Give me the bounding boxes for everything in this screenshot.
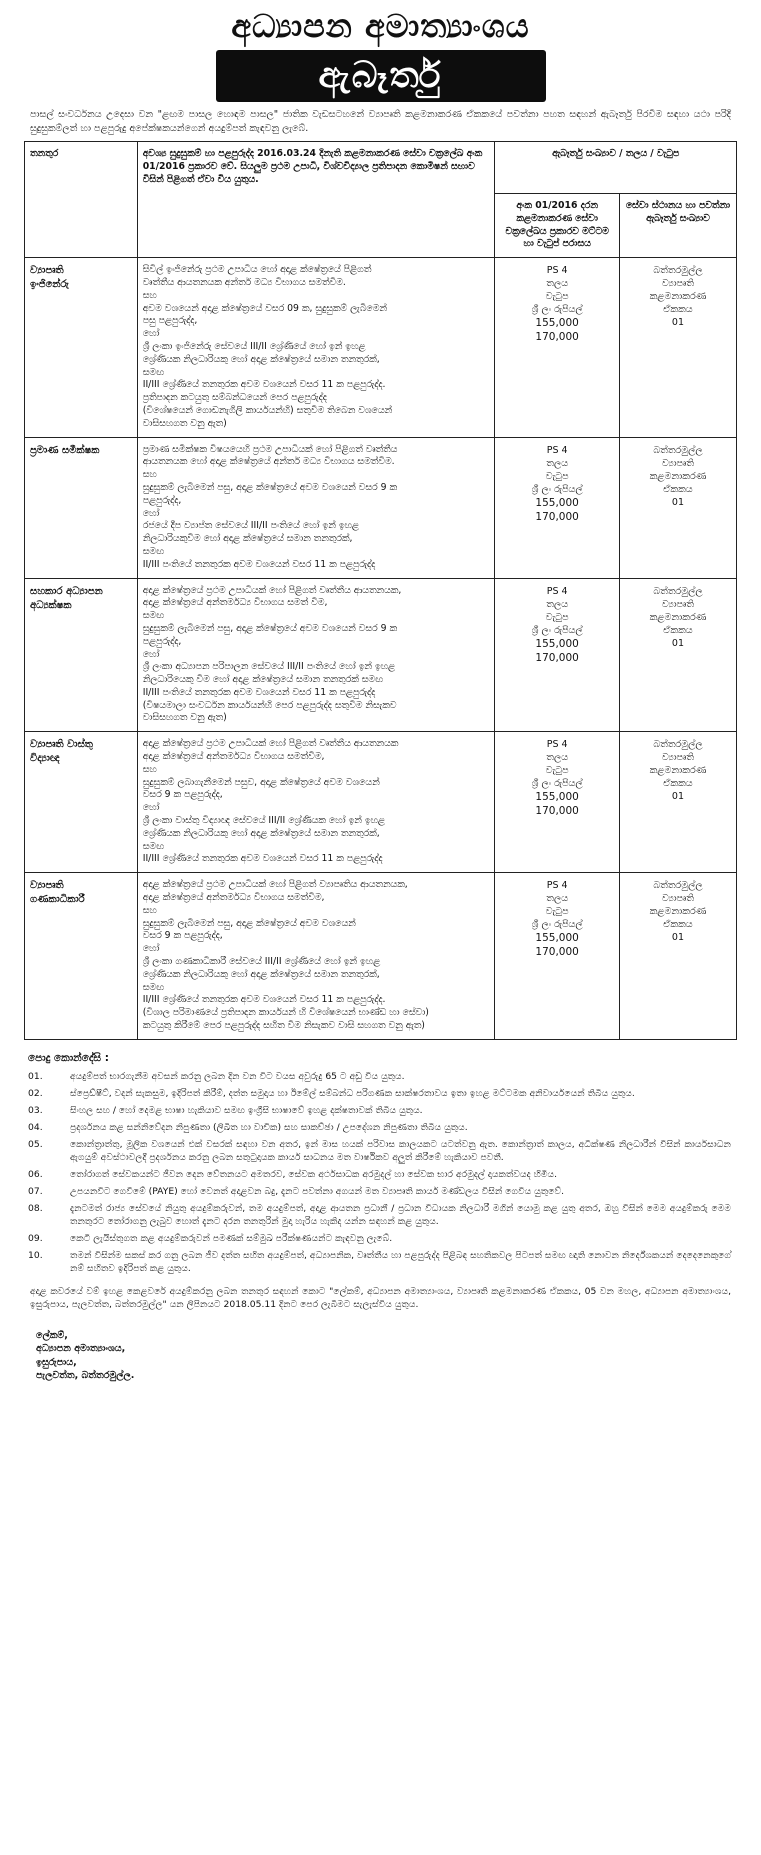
qualification-line: සමඟ <box>142 981 164 993</box>
condition-item <box>24 1087 737 1100</box>
post-title-cell <box>25 437 138 578</box>
vacancies-banner: ඇබෑර්තු <box>216 50 546 102</box>
post-title-line: ව්‍යාපෘති <box>30 880 64 892</box>
condition-item <box>24 1249 737 1275</box>
qualification-line: වෘත්තීය ආයතනයක අන්තර් මධ්‍ය විභාගය සමත්වීම. <box>142 276 346 288</box>
station-line: 01 <box>671 496 685 508</box>
station-line: කළමනාකරණ <box>649 765 707 777</box>
salary-label: තලය <box>546 752 569 764</box>
qualification-line: සුදුසුකම් ලබාගැනීමෙන් පසුව, අදාළ ක්ෂේත්‍රයේ අවම වශයෙන් <box>142 776 380 788</box>
condition-text: කෙටි ලැයිස්තුගත කළ අයදුම්කරුවන් පමණක් සම්මුඛ පරීක්ෂණයන්ට කැඳවනු ලැබේ. <box>70 1232 393 1244</box>
condition-item <box>24 1168 737 1181</box>
condition-number: 01. <box>28 1070 43 1082</box>
condition-number: 10. <box>28 1249 43 1261</box>
qualification-line: II/III ශ්‍රේණියේ තනතුරක අවම වශයෙන් වසර 11 ක පළපුරුද්ද. <box>142 994 386 1006</box>
qualification-line: අදාළ ක්ෂේත්‍රයේ ප්‍රථම උපාධියක් හෝ පිළිගත් වෘත්තීය ආයතනයක <box>142 738 399 750</box>
salary-code: PS 4 <box>546 739 568 751</box>
salary-currency: ශ්‍රී ලං රුපියල් <box>531 624 583 636</box>
qualifications-cell <box>137 578 495 732</box>
condition-item <box>24 1121 737 1134</box>
post-title-line: අධ්‍යක්ෂක <box>30 599 72 611</box>
qualification-line: සමඟ <box>142 840 164 852</box>
table-row <box>25 258 737 437</box>
station-line: කළමනාකරණ <box>649 291 707 303</box>
station-vacancies-cell <box>619 873 736 1040</box>
signature-line: ලේකම්, <box>36 1329 68 1341</box>
qualification-line: නිලධාරියෙකු වීම හෝ අදාළ ක්ෂේත්‍රයේ සමාන තනතුරක් සමඟ <box>142 674 383 686</box>
condition-text: තෝරාගත් සේවකයන්ට ජීවන දෙන වේතනයට අමතරව, සේවක අර්ථසාධක අරමුදල් හා සේවක භාර අරමුදල් දායකත්වයද හිමිය. <box>70 1168 558 1180</box>
station-line: ව්‍යාපෘති <box>662 457 694 469</box>
salary-scale-cell <box>495 873 620 1040</box>
condition-text: කොන්ත්‍රාත්තු, මූලික වශයෙන් එක් වසරක් සඳහා වන අතර, ඉන් මාස හයක් පරිවාස කාලයකට යටත්වනු ඇත. කොන්ත්‍රාත් කාලය, අධීක්ෂණ නිලධාරීන් විසින් කාර්යසාධන ඇගයුම් අවස්ථාවලදී ප්‍රදර්ශනය කරනු ලබන සතුටුදායක කාර්ය සාධනය මත වාර්ෂිකව අලුත් කිරීමේ හැකියාව පවතී. <box>70 1138 731 1163</box>
station-line: 01 <box>671 637 685 649</box>
header-vacancy-group: ඇබෑර්තු සංඛ්‍යාව / තලය / වැටුප <box>495 142 737 194</box>
station-vacancies-cell <box>619 437 736 578</box>
signature-line: ඉසුරුපාය, <box>36 1356 77 1368</box>
qualification-line: ශ්‍රී ලංකා වාස්තු විද්‍යාඥ සේවයේ III/II ශ්‍රේණියක හෝ ඉන් ඉහළ <box>142 815 386 827</box>
table-body <box>25 258 737 1040</box>
qualification-line: අදාළ ක්ෂේත්‍රයේ අන්තර්මධ්‍ය විභාගය සමත් වීම, <box>142 597 328 609</box>
salary-min: 155,000 <box>535 496 579 509</box>
condition-number: 05. <box>28 1138 43 1150</box>
qualification-line: කටයුතු කිරීමේ පෙර පළපුරුද්ද සහිත වීම නිසැකව වාසි සහගත වනු ඇත) <box>142 1020 425 1032</box>
station-vacancies-cell <box>619 258 736 437</box>
station-line: බත්තරමුල්ල <box>653 880 703 892</box>
station-line: බත්තරමුල්ල <box>653 444 703 456</box>
station-line: ව්‍යාපෘති <box>662 278 694 290</box>
qualification-line: වසර 9 ක පළපුරුද්ද, <box>142 789 223 801</box>
qualifications-cell <box>137 732 495 873</box>
station-line: ඒකකය <box>663 778 693 790</box>
condition-text: ස්ප්‍රෙඩ්ෂීට්, වදන් සැකසුම, ඉදිරිපත් කිරීම්, දත්ත සමුදාය හා ඊමේල් සම්බන්ධ පරිගණක සාක්ෂරතාවය ඉතා ඉහළ මට්ටමක අනිවාර්යයෙන් තිබිය යුතුය. <box>70 1087 635 1099</box>
salary-label: වැටුප <box>545 765 569 777</box>
salary-scale-cell <box>495 258 620 437</box>
post-title-cell <box>25 578 138 732</box>
post-title-line: ඉංජිනේරු <box>30 279 69 291</box>
qualification-line: ශ්‍රේණියක නිලධාරියකු හෝ අදාළ ක්ෂේත්‍රයේ සමාන තනතුරක්, <box>142 353 380 365</box>
salary-label: වැටුප <box>545 291 569 303</box>
qualification-line: (විශේෂයෙන් ගොඩනැගිලි කාර්යයන්හි) සතුවීම තිබෙන වශයෙන් <box>142 404 393 416</box>
qualification-line: සහ <box>142 904 157 916</box>
qualification-line: හෝ <box>142 943 160 955</box>
post-title-line: ප්‍රමාණ සමීක්ෂක <box>30 444 100 456</box>
condition-item <box>24 1185 737 1198</box>
station-line: බත්තරමුල්ල <box>653 739 703 751</box>
qualification-line: සුදුසුකම් ලැබීමෙන් පසු, අදාළ ක්ෂේත්‍රයේ අවම වශයෙන් <box>142 917 356 929</box>
qualification-line: ශ්‍රී ලංකා ගණකාධිකාරී සේවයේ III/II ශ්‍රේණියේ හෝ ඉන් ඉහළ <box>142 956 381 968</box>
condition-item <box>24 1232 737 1245</box>
signature-block <box>24 1329 737 1383</box>
salary-currency: ශ්‍රී ලං රුපියල් <box>531 919 583 931</box>
station-line: ඒකකය <box>663 624 693 636</box>
condition-text: තමන් විසින්ම සකස් කර ගනු ලබන ජීව දත්ත සහිත අයදුම්පත්, අධ්‍යාපනික, වෘත්තීය හා පළපුරුද්ද පිළිබඳ සහතිකවල පිටපත් සමඟ ඥාති නොවන නිර්දේශකයන් දෙදෙනෙකුගේ නම් සහිතව ඉදිරිපත් කළ යුතුය. <box>70 1249 731 1274</box>
header-station-vacancies: සේවා ස්ථානය හා පවත්නා ඇබෑර්තු සංඛ්‍යාව <box>619 194 736 258</box>
salary-label: වැටුප <box>545 470 569 482</box>
salary-label: තලය <box>546 893 569 905</box>
qualifications-cell <box>137 258 495 437</box>
salary-max: 170,000 <box>535 331 579 344</box>
qualification-line: ප්‍රමාණ සමීක්ෂක විෂයයෙහි ප්‍රථම උපාධියක් හෝ පිළිගත් වෘත්තීය <box>142 443 398 455</box>
header-qualifications: අවශ්‍ය සුදුසුකම් හා පළපුරුද්ද 2016.03.24 දිනැති කළමනාකරණ සේවා චක්‍රලේඛ අංක 01/2016 ප්‍රකාරව වේ. සියලුම ප්‍රථම උපාධි, විශ්වවිද්‍යාල ප්‍රතිපාදන කොමිෂන් සභාව විසින් පිළිගත් ඒවා විය යුතුය. <box>137 142 495 258</box>
station-line: ඒකකය <box>663 919 693 931</box>
station-line: කළමනාකරණ <box>649 906 707 918</box>
qualification-line: ප්‍රතිපාදන කටයුතු සම්බන්ධයෙන් පෙර පළපුරුද්ද <box>142 392 327 404</box>
condition-text: අයදුම්පත් භාරගැනීම අවසන් කරනු ලබන දින වන විට වයස අවුරුදු 65 ට අඩු විය යුතුය. <box>70 1070 405 1082</box>
signature-line: පැලවත්ත, බත්තරමුල්ල. <box>36 1370 135 1382</box>
qualification-line: (විශාල පරිමාණයේ ප්‍රතිපාදන කාර්යයන් හි විශේෂයෙන් භාණ්ඩ හා සේවා) <box>142 1007 429 1019</box>
qualification-line: සමඟ <box>142 366 164 378</box>
station-line: බත්තරමුල්ල <box>653 585 703 597</box>
table-row <box>25 873 737 1040</box>
qualification-line: ශ්‍රී ලංකා ඉංජිනේරු සේවයේ III/II ශ්‍රේණියේ හෝ ඉන් ඉහළ <box>142 340 366 352</box>
condition-number: 09. <box>28 1232 43 1244</box>
station-line: බත්තරමුල්ල <box>653 265 703 277</box>
qualification-line: සහ <box>142 469 157 481</box>
salary-code: PS 4 <box>546 265 568 277</box>
conditions-list <box>24 1070 737 1275</box>
post-title-line: ව්‍යාපෘති වාස්තු <box>30 739 93 751</box>
closing-paragraph: අදාළ කවරයේ වම් ඉහළ කෙළවරේ අයදුම්කරනු ලබන තනතුර සඳහන් කොට "ලේකම්, අධ්‍යාපන අමාත්‍යාංශය, ව්‍යාපෘති කළමනාකරණ ඒකකය, 05 වන මහල, අධ්‍යාපන අමාත්‍යාංශය, ඉසුරුපාය, පැලවත්ත, බත්තරමුල්ල" යන ලිපිනයට 2018.05.11 දිනට පෙර ලැබීමට සැලැස්විය යුතුය. <box>30 1285 731 1310</box>
salary-scale-cell <box>495 578 620 732</box>
vacancy-table <box>24 141 737 1040</box>
condition-item <box>24 1138 737 1164</box>
condition-number: 06. <box>28 1168 43 1180</box>
station-line: 01 <box>671 791 685 803</box>
qualification-line: II/III ශ්‍රේණියේ තනතුරක අවම වශයෙන් වසර 11 ක පළපුරුද්ද. <box>142 379 386 391</box>
qualifications-cell <box>137 873 495 1040</box>
salary-min: 155,000 <box>535 317 579 330</box>
salary-label: වැටුප <box>545 906 569 918</box>
station-line: කළමනාකරණ <box>649 611 707 623</box>
post-title-line: සහකාර අධ්‍යාපන <box>30 585 103 597</box>
qualification-line: හෝ <box>142 328 160 340</box>
qualification-line: සුදුසුකම් ලැබීමෙන් පසු, අදාළ ක්ෂේත්‍රයේ අවම වශයෙන් වසර 9 ක <box>142 481 397 493</box>
qualification-line: ශ්‍රී ලංකා අධ්‍යාපන පරිපාලන සේවයේ III/II පංතියේ හෝ ඉන් ඉහළ <box>142 661 396 673</box>
station-line: ඒකකය <box>663 304 693 316</box>
post-title-cell <box>25 258 138 437</box>
qualification-line: ආයතනයක හෝ අදාළ ක්ෂේත්‍රයේ අන්තර් මධ්‍ය විභාගය සමත්වීම. <box>142 456 395 468</box>
salary-max: 170,000 <box>535 805 579 818</box>
station-line: 01 <box>671 317 685 329</box>
salary-min: 155,000 <box>535 791 579 804</box>
salary-code: PS 4 <box>546 880 568 892</box>
qualification-line: සමඟ <box>142 610 164 622</box>
post-title-cell <box>25 873 138 1040</box>
qualification-line: අවම වශයෙන් අදාළ ක්ෂේත්‍රයේ වසර 09 ක, සුදුසුකම් ලැබීමෙන් <box>142 302 387 314</box>
salary-min: 155,000 <box>535 637 579 650</box>
table-header-row <box>25 142 737 194</box>
table-row <box>25 437 737 578</box>
qualification-line: සමඟ <box>142 545 164 557</box>
station-line: ව්‍යාපෘති <box>662 598 694 610</box>
salary-label: තලය <box>546 457 569 469</box>
salary-scale-cell <box>495 437 620 578</box>
post-title-line: ගණකාධිකාරී <box>30 894 85 906</box>
post-title-line: ව්‍යාපෘති <box>30 265 64 277</box>
salary-code: PS 4 <box>546 444 568 456</box>
qualification-line: II/III පංතියේ තනතුරක අවම වශයෙන් වසර 11 ක පළපුරුද්ද <box>142 686 376 698</box>
qualification-line: සහ <box>142 289 157 301</box>
qualification-line: පළපුරුද්ද, <box>142 635 182 647</box>
qualification-line: හෝ <box>142 507 160 519</box>
qualification-line: ශ්‍රේණියක නිලධාරියකු හෝ අදාළ ක්ෂේත්‍රයේ සමාන තනතුරක්, <box>142 968 380 980</box>
qualification-line: හෝ <box>142 802 160 814</box>
salary-currency: ශ්‍රී ලං රුපියල් <box>531 483 583 495</box>
conditions-title: පොදු කොන්දේසි : <box>28 1051 109 1064</box>
post-title-cell <box>25 732 138 873</box>
table-row <box>25 578 737 732</box>
condition-number: 04. <box>28 1121 43 1133</box>
salary-max: 170,000 <box>535 510 579 523</box>
salary-min: 155,000 <box>535 932 579 945</box>
qualification-line: අදාළ ක්ෂේත්‍රයේ ප්‍රථම උපාධියක් හෝ පිළිගත් වෘත්තීය ආයතනයක, <box>142 584 402 596</box>
qualification-line: අදාළ ක්ෂේත්‍රයේ ප්‍රථම උපාධියක් හෝ පිළිගත් ව්‍යාපෘතිය ආයතනයක, <box>142 879 408 891</box>
condition-item <box>24 1202 737 1228</box>
qualification-line: සිවිල් ඉංජිනේරු ප්‍රථම උපාධිය හෝ අදාළ ක්ෂේත්‍රයේ පිළිගත් <box>142 264 372 276</box>
qualification-line: සහ <box>142 763 157 775</box>
qualification-line: අදාළ ක්ෂේත්‍රයේ අන්තර්මධ්‍ය විභාගය සමත්වීම, <box>142 751 325 763</box>
condition-text: ප්‍රදර්ශනය කළ සන්නිවේදන නිපුණතා (ලිඛිත හා වාචික) සහ සාකච්ඡා / උපදේශන නිපුණතා තිබිය යුතුය. <box>70 1121 468 1133</box>
salary-max: 170,000 <box>535 651 579 664</box>
station-line: ව්‍යාපෘති <box>662 752 694 764</box>
qualification-line: වාසිසහගත වනු ඇත) <box>142 417 227 429</box>
condition-text: දැනටමත් රාජ්‍ය සේවයේ නියුතු අයදුම්කරුවන්, තම අයදුම්පත්, අදාළ ආයතන ප්‍රධානී / ප්‍රධාන විධායක නිලධාරී මගින් යොමු කළ යුතු අතර, ඔහු විසින් මෙම අයදුම්කරු මෙම තනතුරට තෝරාගනු ලැබුව හොත් දැනට දරන තනතුරින් මුදා හැරිය හැකිද යන්න සඳහන් කළ යුතුය. <box>70 1202 731 1227</box>
qualification-line: ශ්‍රේණියක නිලධාරියකු හෝ අදාළ ක්ෂේත්‍රයේ සමාන තනතුරක්, <box>142 827 380 839</box>
condition-text: සිංහල සහ / හෝ දෙමළ භාෂා හැකියාව සමඟ ඉංග්‍රීසි භාෂාවේ ඉහළ දක්ෂතාවක් තිබිය යුතුය. <box>70 1104 423 1116</box>
qualification-line: සුදුසුකම් ලැබීමෙන් පසු, අදාළ ක්ෂේත්‍රයේ අවම වශයෙන් වසර 9 ක <box>142 622 397 634</box>
condition-text: උපයනවිට ගෙවීමේ (PAYE) හෝ වෙනත් අදාළවන බදු, දැනට පවත්නා අගයන් මත ව්‍යාපෘති කාර්ය මණ්ඩලය විසින් ගෙවිය යුතුවේ. <box>70 1185 565 1197</box>
station-line: කළමනාකරණ <box>649 470 707 482</box>
condition-number: 07. <box>28 1185 43 1197</box>
condition-number: 08. <box>28 1202 43 1214</box>
post-title-line: විද්‍යාඥ <box>30 753 60 765</box>
salary-currency: ශ්‍රී ලං රුපියල් <box>531 778 583 790</box>
qualifications-cell <box>137 437 495 578</box>
qualification-line: රජයේ දීප ව්‍යාප්ත සේවයේ III/II පංතියේ හෝ ඉන් ඉහළ <box>142 520 359 532</box>
condition-number: 03. <box>28 1104 43 1116</box>
station-vacancies-cell <box>619 578 736 732</box>
salary-currency: ශ්‍රී ලං රුපියල් <box>531 304 583 316</box>
salary-label: වැටුප <box>545 611 569 623</box>
qualification-line: වාසිසහගත වනු ඇත) <box>142 712 227 724</box>
qualification-line: II/III ශ්‍රේණියේ තනතුරක අවම වශයෙන් වසර 11 ක පළපුරුද්ද <box>142 853 383 865</box>
qualification-line: අදාළ ක්ෂේත්‍රයේ අන්තර්මධ්‍ය විභාගය සමත්වීම, <box>142 892 325 904</box>
qualification-line: II/III පංතියේ තනතුරක අවම වශයෙන් වසර 11 ක පළපුරුද්ද <box>142 558 376 570</box>
qualification-line: (විෂයමාලා සංවර්ධන කාර්යයන්හි පෙර පළපුරුද්ද සතුවීම නිසැකව <box>142 699 397 711</box>
signature-line: අධ්‍යාපන අමාත්‍යාංශය, <box>36 1343 126 1355</box>
condition-item <box>24 1070 737 1083</box>
station-vacancies-cell <box>619 732 736 873</box>
qualification-line: නිලධාරියකුවීම හෝ අදාළ ක්ෂේත්‍රයේ සමාන තනතුරක්, <box>142 533 353 545</box>
qualification-line: හෝ <box>142 648 160 660</box>
salary-scale-cell <box>495 732 620 873</box>
ministry-heading: අධ්‍යාපන අමාත්‍යාංශය <box>231 7 530 45</box>
header-salary-scale: අංක 01/2016 දරන කළමනාකරණ සේවා චක්‍රලේඛය ප්‍රකාරව මට්ටම හා වැටුප් පරාසය <box>495 194 620 258</box>
qualification-line: වසර 9 ක පළපුරුද්ද, <box>142 930 223 942</box>
intro-paragraph: පාසල් සංවර්ධනය උදෙසා වන "ළඟම පාසල හොඳම පාසල" ජාතික වැඩසටහනේ ව්‍යාපෘති කළමනාකරණ ඒකකයේ පවත්නා පහත සඳහන් ඇබෑර්තු පිරවීම සඳහා යථා පරිදි සුදුසුකම්ලත් හා පළපුරුදු අපේක්ෂකයන්ගෙන් අයදුම්පත් කැඳවනු ලැබේ. <box>30 109 731 134</box>
salary-code: PS 4 <box>546 585 568 597</box>
qualification-line: පළපුරුද්ද, <box>142 494 182 506</box>
salary-max: 170,000 <box>535 946 579 959</box>
condition-item <box>24 1104 737 1117</box>
station-line: ව්‍යාපෘති <box>662 893 694 905</box>
condition-number: 02. <box>28 1087 43 1099</box>
qualification-line: පසු පළපුරුද්ද, <box>142 315 198 327</box>
station-line: 01 <box>671 932 685 944</box>
salary-label: තලය <box>546 278 569 290</box>
header-post: තනතුර <box>25 142 138 258</box>
station-line: ඒකකය <box>663 483 693 495</box>
salary-label: තලය <box>546 598 569 610</box>
table-row <box>25 732 737 873</box>
